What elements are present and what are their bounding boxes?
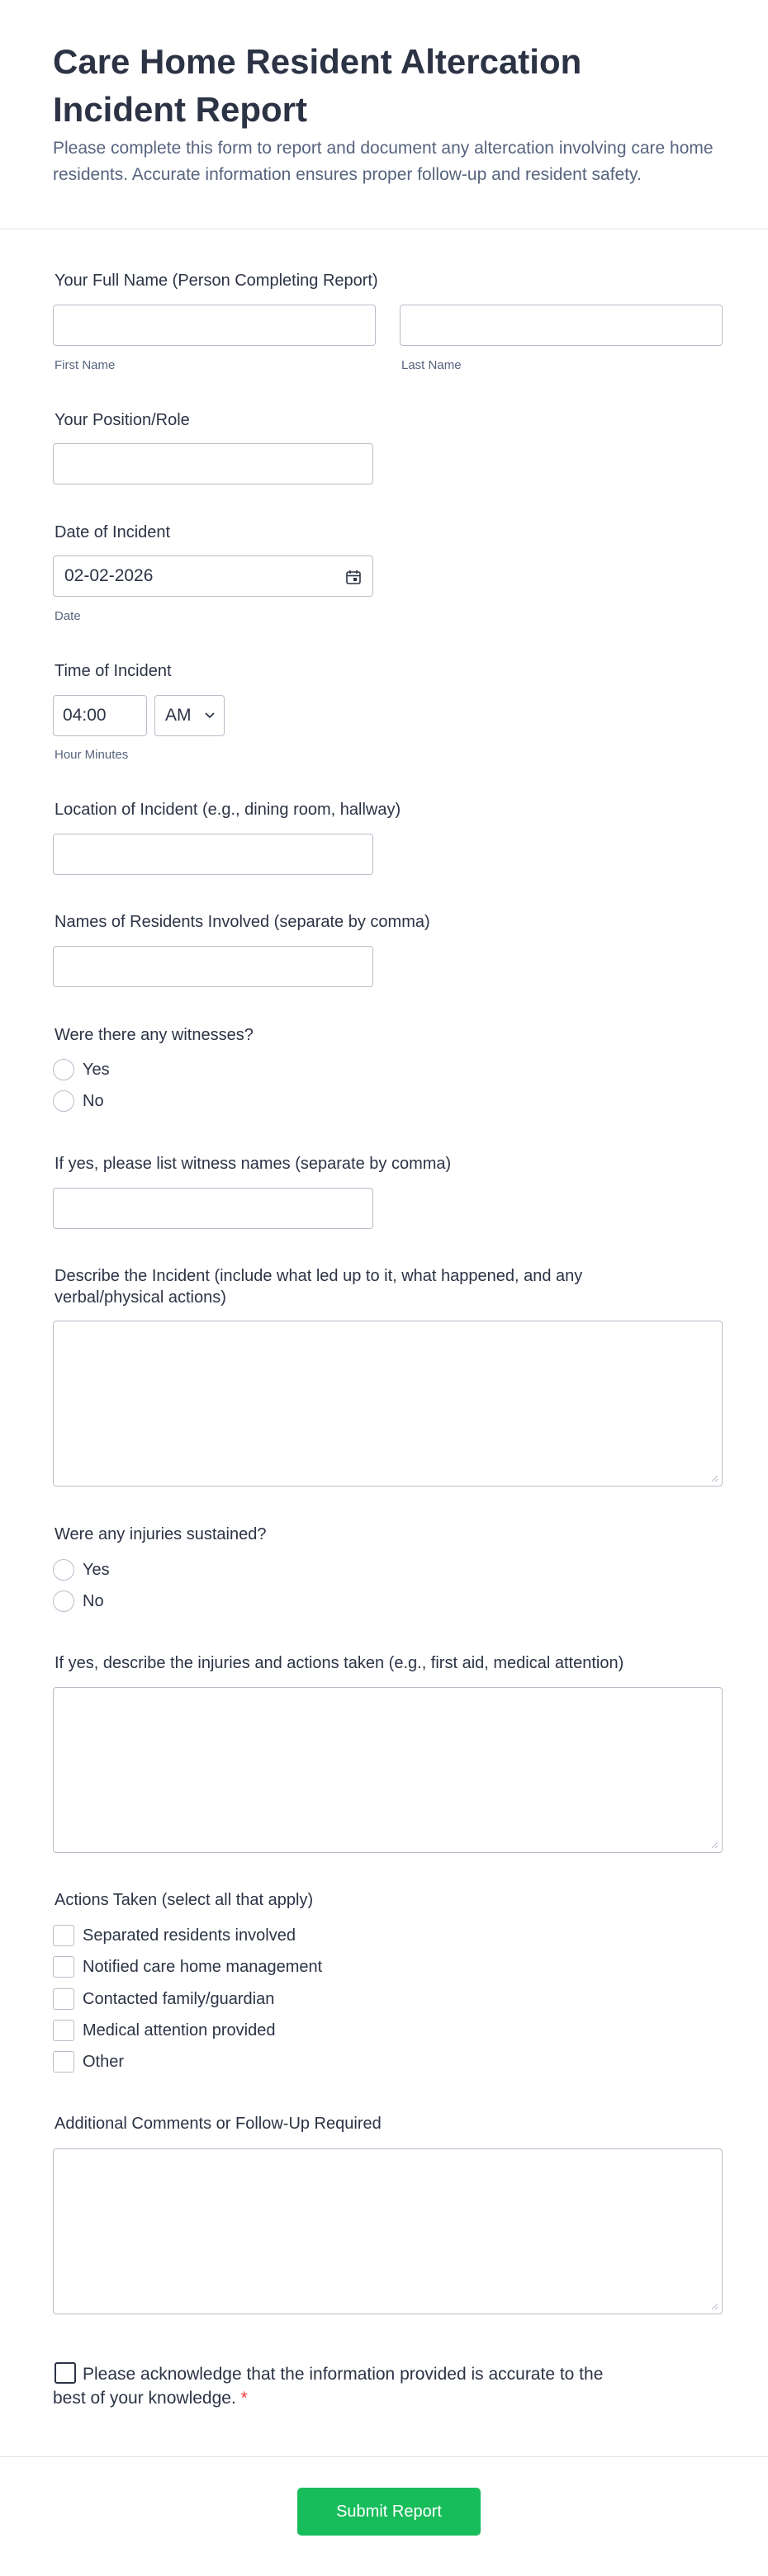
- first-name-input[interactable]: [53, 305, 376, 346]
- action-checkbox-other[interactable]: [53, 2051, 74, 2073]
- time-input[interactable]: [53, 695, 147, 736]
- action-checkbox-medical[interactable]: [53, 2020, 74, 2041]
- ampm-select[interactable]: [154, 695, 225, 736]
- acknowledge-checkbox[interactable]: [55, 2362, 76, 2384]
- last-name-sublabel: Last Name: [401, 358, 462, 372]
- acknowledge-label[interactable]: Please acknowledge that the information provided is accurate to the best of your knowledge.: [53, 2365, 604, 2408]
- residents-label: Names of Residents Involved (separate by comma): [55, 913, 430, 931]
- residents-input[interactable]: [53, 946, 373, 987]
- comments-textarea[interactable]: [53, 2148, 723, 2314]
- action-label-family[interactable]: Contacted family/guardian: [83, 1990, 275, 2008]
- witness-names-input[interactable]: [53, 1188, 373, 1229]
- injuries-no-label[interactable]: No: [83, 1592, 104, 1610]
- time-sublabel: Hour Minutes: [55, 748, 129, 762]
- action-checkbox-family[interactable]: [53, 1988, 74, 2010]
- injury-details-textarea[interactable]: [53, 1687, 723, 1853]
- actions-label: Actions Taken (select all that apply): [55, 1891, 314, 1909]
- action-label-separated[interactable]: Separated residents involved: [83, 1926, 296, 1945]
- time-value: 04:00: [63, 706, 107, 725]
- action-label-other[interactable]: Other: [83, 2053, 125, 2071]
- time-label: Time of Incident: [55, 662, 172, 680]
- location-label: Location of Incident (e.g., dining room, hallway): [55, 801, 401, 819]
- describe-textarea[interactable]: [53, 1321, 723, 1487]
- witnesses-yes-label[interactable]: Yes: [83, 1061, 110, 1079]
- resize-handle-icon[interactable]: [710, 1474, 718, 1482]
- witnesses-no-label[interactable]: No: [83, 1092, 104, 1110]
- last-name-input[interactable]: [400, 305, 723, 346]
- date-value: 02-02-2026: [64, 566, 154, 585]
- date-label: Date of Incident: [55, 523, 171, 541]
- calendar-icon[interactable]: [345, 569, 362, 585]
- position-label: Your Position/Role: [55, 411, 190, 429]
- page-subtitle: Please complete this form to report and document any altercation involving care home residents. Accurate information ensures proper follow-up and resident safety.: [53, 139, 713, 184]
- page-title: Care Home Resident Altercation Incident Report: [53, 42, 582, 129]
- comments-label: Additional Comments or Follow-Up Required: [55, 2115, 382, 2133]
- resize-handle-icon[interactable]: [710, 2302, 718, 2310]
- full-name-label: Your Full Name (Person Completing Report): [55, 272, 378, 290]
- witness-names-label: If yes, please list witness names (separate by comma): [55, 1155, 452, 1173]
- action-checkbox-separated[interactable]: [53, 1925, 74, 1946]
- required-asterisk: *: [240, 2389, 248, 2408]
- ampm-value: AM: [165, 706, 192, 725]
- date-input[interactable]: [53, 555, 373, 597]
- injuries-yes-radio[interactable]: [53, 1559, 74, 1581]
- injuries-yes-label[interactable]: Yes: [83, 1561, 110, 1579]
- action-checkbox-notified[interactable]: [53, 1956, 74, 1978]
- witnesses-yes-radio[interactable]: [53, 1059, 74, 1080]
- injuries-no-radio[interactable]: [53, 1591, 74, 1612]
- acknowledge-row: [53, 2362, 631, 2410]
- footer-divider: [0, 2456, 768, 2457]
- position-input[interactable]: [53, 443, 373, 484]
- witnesses-label: Were there any witnesses?: [55, 1026, 254, 1044]
- submit-button[interactable]: Submit Report: [297, 2488, 481, 2536]
- injuries-label: Were any injuries sustained?: [55, 1525, 267, 1543]
- describe-label: Describe the Incident (include what led up to it, what happened, and any verbal/physical actions): [55, 1267, 583, 1307]
- action-label-notified[interactable]: Notified care home management: [83, 1958, 323, 1976]
- witnesses-no-radio[interactable]: [53, 1090, 74, 1112]
- date-sublabel: Date: [55, 609, 81, 623]
- injury-details-label: If yes, describe the injuries and actions taken (e.g., first aid, medical attention): [55, 1654, 624, 1672]
- action-label-medical[interactable]: Medical attention provided: [83, 2021, 276, 2040]
- location-input[interactable]: [53, 834, 373, 875]
- chevron-down-icon: [204, 711, 216, 720]
- form-header: [0, 0, 768, 229]
- resize-handle-icon[interactable]: [710, 1841, 718, 1849]
- first-name-sublabel: First Name: [55, 358, 116, 372]
